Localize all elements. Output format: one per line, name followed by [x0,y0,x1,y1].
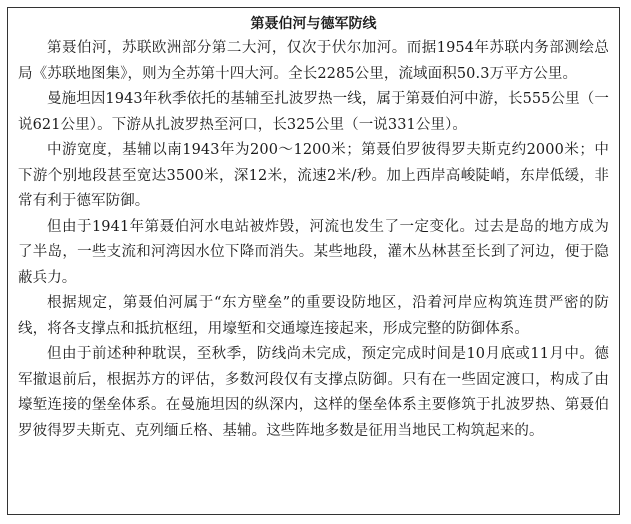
paragraph-dam-destruction: 但由于1941年第聂伯河水电站被炸毁，河流也发生了一定变化。过去是岛的地方成为了半岛，一些支流和河湾因水位下降而消失。某些地段，灌木丛林甚至长到了河边，便于隐蔽兵力。 [18,218,609,286]
document-title: 第聂伯河与德军防线 [250,16,377,32]
paragraph-river-overview: 第聂伯河，苏联欧洲部分第二大河，仅次于伏尔加河。而据1954年苏联内务部测绘总局《苏联地图集》，则为全苏第十四大河。全长2285公里，流域面积50.3万平方公里。 [18,40,609,82]
paragraph-middle-course: 曼施坦因1943年秋季依托的基辅至扎波罗热一线，属于第聂伯河中游，长555公里（一说621公里）。下游从扎波罗热至河口，长325公里（一说331公里）。 [18,91,609,133]
paragraph-river-width: 中游宽度，基辅以南1943年为200～1200米；第聂伯罗彼得罗夫斯克约2000米；中下游个别地段甚至宽达3500米，深12米，流速2米/秒。加上西岸高峻陡峭，东岸低缓，非常有利于德军防御。 [18,142,609,209]
paragraph-eastern-wall: 根据规定，第聂伯河属于“东方壁垒”的重要设防地区，沿着河岸应构筑连贯严密的防线，将各支撑点和抵抗枢纽，用壕堑和交通壕连接起来，形成完整的防御体系。 [18,295,609,337]
text-box [7,7,620,515]
paragraph-defense-status: 但由于前述种种耽误，至秋季，防线尚未完成，预定完成时间是10月底或11月中。德军撤退前后，根据苏方的评估，多数河段仅有支撑点防御。只有在一些固定渡口，构成了由壕堑连接的堡垒体系。在曼施坦因的纵深内，这样的堡垒体系主要修筑于扎波罗热、第聂伯罗彼得罗夫斯克、克列缅丘格、基辅。这些阵地多数是征用当地民工构筑起来的。 [18,346,609,439]
